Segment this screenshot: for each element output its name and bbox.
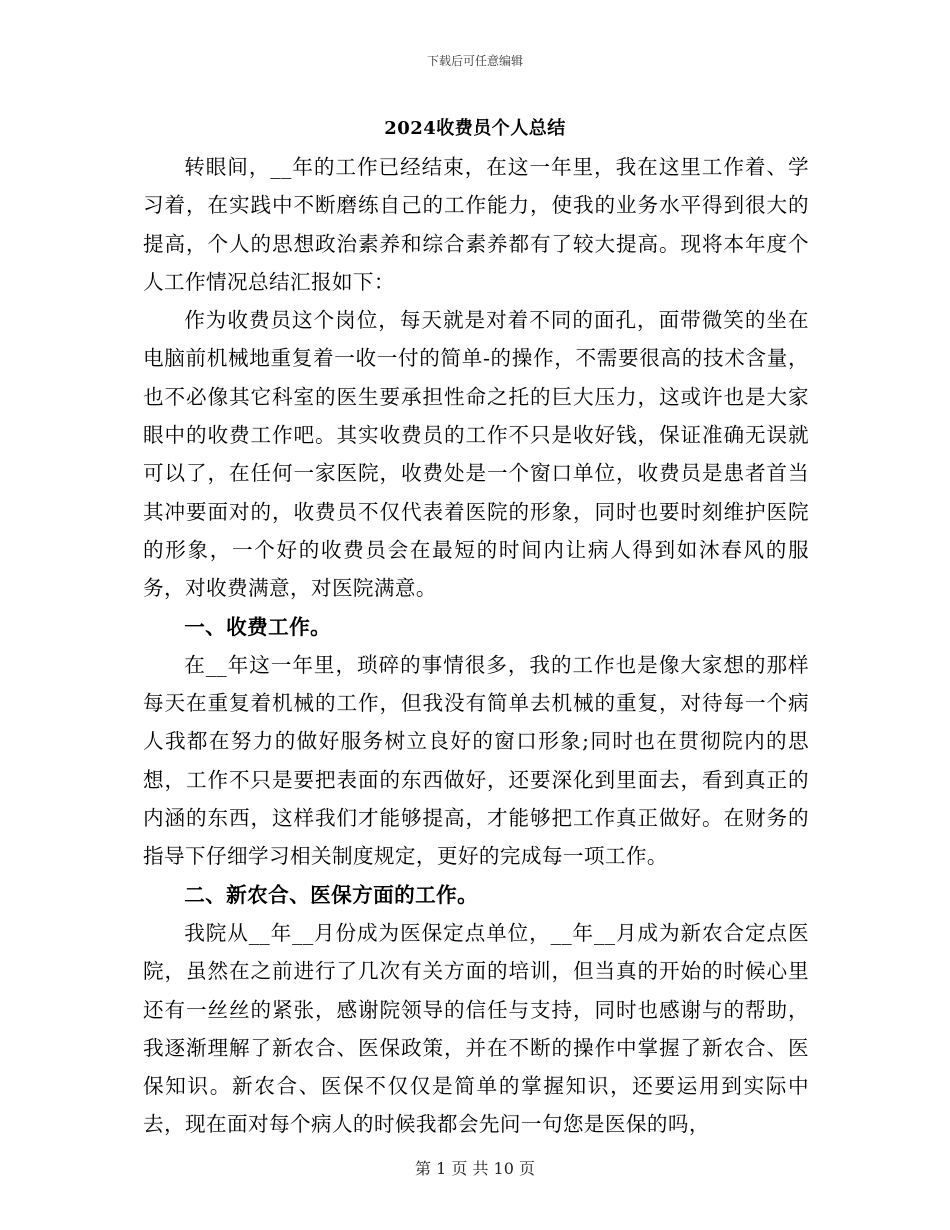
paragraph-job-description: 作为收费员这个岗位，每天就是对着不同的面孔，面带微笑的坐在电脑前机械地重复着一收一付的简单-的操作，不需要很高的技术含量，也不必像其它科室的医生要承担性命之托的巨大压力，这或许也是大家眼中的收费工作吧。其实收费员的工作不只是收好钱，保证准确无误就可以了，在任何一家医院，收费处是一个窗口单位，收费员是患者首当其冲要面对的，收费员不仅代表着医院的形象，同时也要时刻维护医院的形象，一个好的收费员会在最短的时间内让病人得到如沐春风的服务，对收费满意，对医院满意。 — [143, 308, 809, 601]
page-header-note: 下载后可任意编辑 — [426, 54, 523, 68]
page-number-footer: 第 1 页 共 10 页 — [415, 1159, 535, 1178]
paragraph-insurance-work: 我院从__年__月份成为医保定点单位，__年__月成为新农合定点医院，虽然在之前进行了几次有关方面的培训，但当真的开始的时候心里还有一丝丝的紧张，感谢院领导的信任与支持，同时也感谢与的帮助，我逐渐理解了新农合、医保政策，并在不断的操作中掌握了新农合、医保知识。新农合、医保不仅仅是简单的掌握知识，还要运用到实际中去，现在面对每个病人的时候我都会先问一句您是医保的吗， — [143, 920, 809, 1137]
section-heading-insurance-work: 二、新农合、医保方面的工作。 — [184, 882, 479, 907]
section-heading-charging-work: 一、收费工作。 — [184, 614, 332, 639]
paragraph-intro: 转眼间，__年的工作已经结束，在这一年里，我在这里工作着、学习着，在实践中不断磨练自己的工作能力，使我的业务水平得到很大的提高，个人的思想政治素养和综合素养都有了较大提高。现将本年度个人工作情况总结汇报如下： — [143, 155, 809, 294]
paragraph-charging-work: 在__年这一年里，琐碎的事情很多，我的工作也是像大家想的那样每天在重复着机械的工作，但我没有简单去机械的重复，对待每一个病人我都在努力的做好服务树立良好的窗口形象;同时也在贯彻院内的思想，工作不只是要把表面的东西做好，还要深化到里面去，看到真正的内涵的东西，这样我们才能够提高，才能够把工作真正做好。在财务的指导下仔细学习相关制度规定，更好的完成每一项工作。 — [143, 652, 809, 869]
document-title: 2024收费员个人总结 — [384, 118, 566, 139]
document-body — [143, 148, 809, 1144]
